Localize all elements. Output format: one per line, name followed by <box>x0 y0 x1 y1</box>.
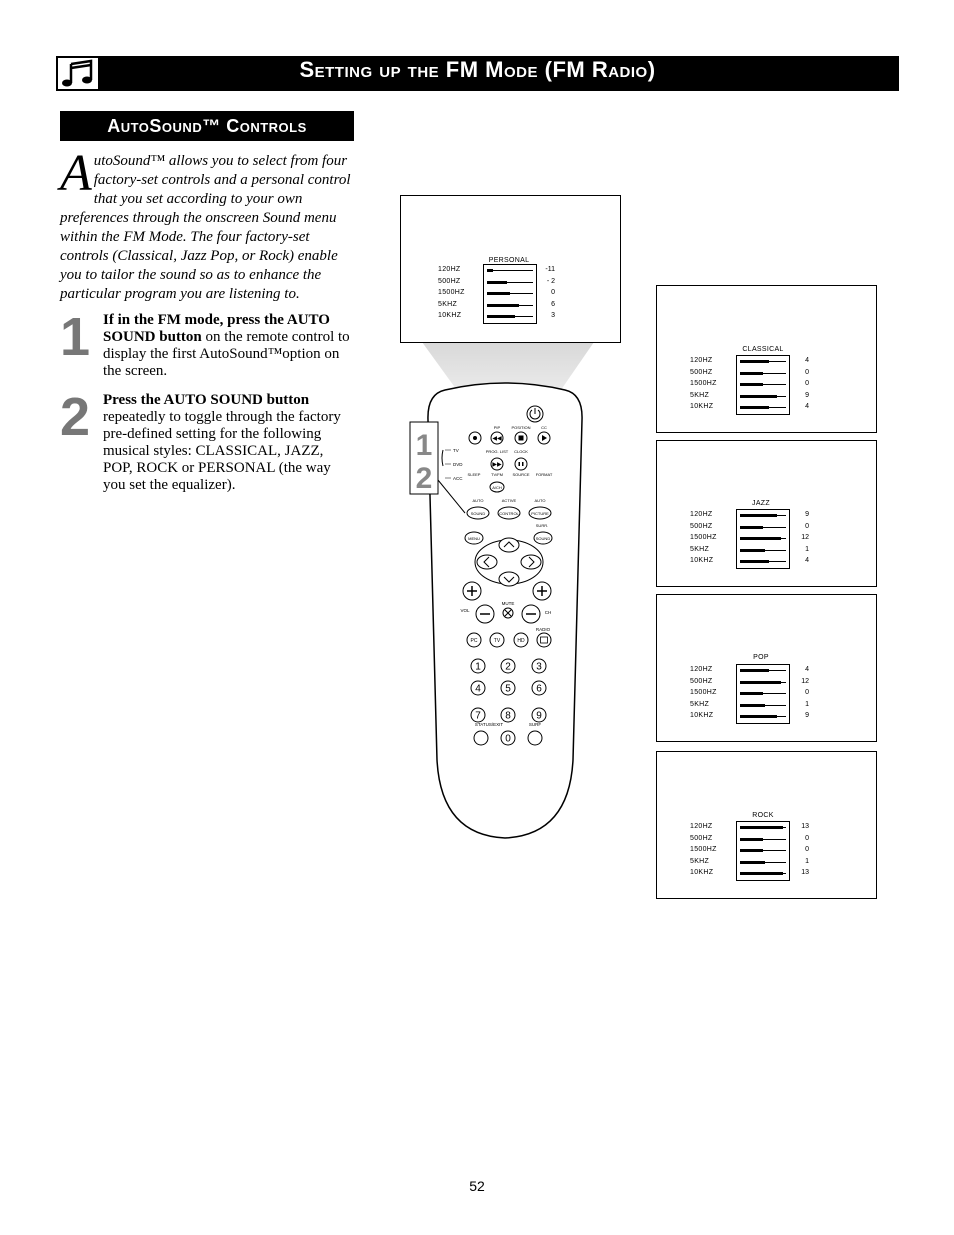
radio-label: RADIO <box>535 627 551 632</box>
osd-screen-pop <box>656 594 877 742</box>
osd-eq-bar <box>737 845 789 857</box>
osd-eq-bar <box>737 556 789 568</box>
surr-label: SURR. <box>535 523 549 528</box>
auto-label: AUTO <box>472 498 484 503</box>
surround-sound-button[interactable]: SOUND <box>535 536 551 541</box>
osd-screen-classical <box>656 285 877 433</box>
osd-value: 13 <box>801 823 809 830</box>
osd-freq-label: 5KHZ <box>438 300 458 308</box>
osd-title: POP <box>753 654 769 661</box>
mode-tv-label: TV <box>453 448 459 453</box>
osd-eq-bar <box>737 545 789 557</box>
osd-freq-label: 10KHZ <box>690 869 714 876</box>
osd-value: 4 <box>805 403 809 410</box>
osd-freq-label: 120HZ <box>690 357 713 364</box>
osd-freq-label: 500HZ <box>690 834 713 842</box>
osd-eq-bar <box>484 311 536 323</box>
osd-value: 4 <box>805 557 809 564</box>
digit-label: 9 <box>536 710 542 722</box>
osd-value: 12 <box>801 677 809 685</box>
osd-title: PERSONAL <box>488 257 530 264</box>
osd-value: 13 <box>801 869 809 876</box>
osd-eq-bar <box>737 688 789 700</box>
osd-eq-bars <box>736 664 790 724</box>
osd-freq-label: 120HZ <box>690 511 713 518</box>
tuner-label: TV/FM <box>491 472 503 477</box>
step-number: 2 <box>60 387 91 447</box>
osd-value: 4 <box>805 666 809 673</box>
osd-value: 1 <box>805 700 809 708</box>
dropcap: A <box>60 145 92 202</box>
digit-label: 8 <box>505 710 511 722</box>
ach-button[interactable]: A/CH <box>492 485 502 490</box>
osd-value: 0 <box>805 522 809 530</box>
osd-screen-jazz <box>656 440 877 587</box>
osd-freq-list <box>690 821 717 879</box>
step-text: repeatedly to toggle through the factory pre-defined setting for the following musical styles: CLASSICAL, JAZZ, POP, ROCK or PERSONAL (the way you set the equalizer). <box>103 409 341 493</box>
osd-eq-bar <box>737 522 789 534</box>
osd-freq-label: 5KHZ <box>690 700 710 708</box>
active-label: ACTIVE <box>501 498 517 503</box>
osd-freq-label: 1500HZ <box>690 380 717 387</box>
osd-eq-bar <box>737 391 789 403</box>
tv-button[interactable]: TV <box>493 638 501 644</box>
page-title: Setting up the FM Mode (FM Radio) <box>299 57 656 82</box>
osd-values <box>787 355 809 413</box>
osd-eq-bar <box>737 379 789 391</box>
vol-label: VOL <box>460 608 470 613</box>
digit-label: 7 <box>475 710 481 722</box>
osd-freq-label: 5KHZ <box>690 391 710 399</box>
remote-control <box>405 380 605 860</box>
osd-eq-bars <box>736 355 790 415</box>
clock-label: CLOCK <box>514 449 528 454</box>
osd-freq-label: 1500HZ <box>690 846 717 853</box>
surf-button[interactable] <box>528 731 542 745</box>
digit-label: 3 <box>536 661 542 673</box>
digit-label: 0 <box>505 733 511 745</box>
osd-value: 4 <box>805 357 809 364</box>
hd-button[interactable]: HD <box>517 638 525 644</box>
osd-freq-label: 120HZ <box>690 823 713 830</box>
digit-label: 6 <box>536 683 542 695</box>
source-label: SOURCE <box>512 472 530 477</box>
status-exit-button[interactable] <box>474 731 488 745</box>
auto-sound-button[interactable]: SOUND <box>470 511 486 516</box>
cc-label: CC <box>541 425 547 430</box>
osd-value: 1 <box>805 857 809 865</box>
position-label: POSITION <box>511 425 531 430</box>
osd-freq-label: 1500HZ <box>690 689 717 696</box>
osd-value: 1 <box>805 545 809 553</box>
digit-label: 5 <box>505 683 511 695</box>
osd-eq-bar <box>737 822 789 834</box>
osd-eq-bar <box>484 300 536 312</box>
svg-text:◀◀: ◀◀ <box>492 436 502 442</box>
osd-eq-bar <box>737 834 789 846</box>
osd-eq-bar <box>737 857 789 869</box>
osd-freq-label: 500HZ <box>690 522 713 530</box>
osd-eq-bar <box>737 368 789 380</box>
osd-freq-label: 500HZ <box>690 368 713 376</box>
osd-value: 0 <box>805 846 809 853</box>
mode-acc-label: ACC <box>453 476 463 481</box>
osd-eq-bar <box>484 265 536 277</box>
osd-eq-bar <box>737 868 789 880</box>
osd-eq-bar <box>484 288 536 300</box>
osd-value: 0 <box>805 834 809 842</box>
status-exit-label: STATUS/EXIT <box>474 722 504 727</box>
osd-freq-label: 10KHZ <box>690 712 714 719</box>
osd-eq-bar <box>737 677 789 689</box>
osd-eq-bar <box>737 665 789 677</box>
active-control-button[interactable]: CONTROL <box>499 511 519 516</box>
osd-freq-list <box>438 264 465 322</box>
auto-label-2: AUTO <box>534 498 546 503</box>
step-bold: If in the FM mode, press the AUTO SOUND button <box>103 312 330 345</box>
osd-title: ROCK <box>752 812 774 819</box>
osd-freq-label: 120HZ <box>438 266 461 273</box>
osd-value: 12 <box>801 534 809 541</box>
osd-freq-label: 500HZ <box>438 277 461 285</box>
svg-text:▶▶: ▶▶ <box>492 462 502 468</box>
osd-freq-label: 10KHZ <box>690 403 714 410</box>
osd-freq-label: 120HZ <box>690 666 713 673</box>
osd-value: 0 <box>551 289 555 296</box>
osd-freq-list <box>690 355 717 413</box>
osd-eq-bar <box>737 402 789 414</box>
ch-label: CH <box>544 610 552 615</box>
osd-value: 3 <box>551 312 555 319</box>
osd-freq-label: 1500HZ <box>438 289 465 296</box>
osd-value: 0 <box>805 689 809 696</box>
step-badge-2: 2 <box>415 462 433 495</box>
osd-value: 0 <box>805 368 809 376</box>
osd-value: 9 <box>805 511 809 518</box>
prog-list-label: PROG. LIST <box>485 449 509 454</box>
osd-eq-bars <box>736 821 790 881</box>
mute-label: MUTE <box>501 601 515 606</box>
osd-eq-bars <box>736 509 790 569</box>
sleep-label: SLEEP <box>467 472 481 477</box>
osd-values <box>533 264 555 322</box>
step-text: on the remote control to display the first AutoSound™option on the screen. <box>103 329 350 379</box>
intro-text: utoSound™ allows you to select from four factory-set controls and a personal control that you set according to your own preferences through the onscreen Sound menu within the FM Mode. The four factory-set controls (Classical, Jazz Pop, or Rock) enable you to tailor the sound so as to enhance the particular program you are listening to. <box>60 153 351 302</box>
digit-label: 4 <box>475 683 481 695</box>
menu-button[interactable]: MENU <box>468 536 480 541</box>
pc-button[interactable]: PC <box>470 638 478 644</box>
format-label: FORMAT <box>535 472 553 477</box>
step-bold: Press the AUTO SOUND button <box>103 392 310 408</box>
osd-value: 9 <box>805 712 809 719</box>
osd-eq-bar <box>737 510 789 522</box>
osd-eq-bar <box>737 533 789 545</box>
osd-freq-label: 1500HZ <box>690 534 717 541</box>
osd-value: 6 <box>551 300 555 308</box>
osd-value: 0 <box>805 380 809 387</box>
page-number: 52 <box>469 1178 485 1194</box>
osd-values <box>787 664 809 722</box>
osd-freq-label: 500HZ <box>690 677 713 685</box>
surf-label: SURF <box>528 722 542 727</box>
mode-dvd-label: DVD <box>453 462 463 467</box>
osd-value: - 2 <box>546 277 555 285</box>
osd-title: CLASSICAL <box>742 346 784 353</box>
osd-title: JAZZ <box>752 500 770 507</box>
osd-freq-list <box>690 509 717 567</box>
pip-label: PIP <box>493 425 501 430</box>
osd-eq-bar <box>484 277 536 289</box>
step-number: 1 <box>60 307 91 367</box>
osd-value: -11 <box>545 266 555 273</box>
osd-values <box>787 821 809 879</box>
osd-eq-bar <box>737 711 789 723</box>
osd-eq-bar <box>737 356 789 368</box>
osd-freq-label: 10KHZ <box>690 557 714 564</box>
osd-freq-label: 5KHZ <box>690 545 710 553</box>
osd-values <box>787 509 809 567</box>
osd-eq-bars <box>483 264 537 324</box>
osd-screen-rock <box>656 751 877 899</box>
osd-freq-list <box>690 664 717 722</box>
osd-screen-personal <box>400 195 621 343</box>
osd-value: 9 <box>805 391 809 399</box>
section-title: AutoSound™ Controls <box>60 111 354 141</box>
auto-picture-button[interactable]: PICTURE <box>531 511 549 516</box>
digit-label: 2 <box>505 661 511 673</box>
osd-freq-label: 10KHZ <box>438 312 462 319</box>
osd-eq-bar <box>737 700 789 712</box>
digit-label: 1 <box>475 661 481 673</box>
osd-freq-label: 5KHZ <box>690 857 710 865</box>
step-badge-1: 1 <box>415 429 433 462</box>
